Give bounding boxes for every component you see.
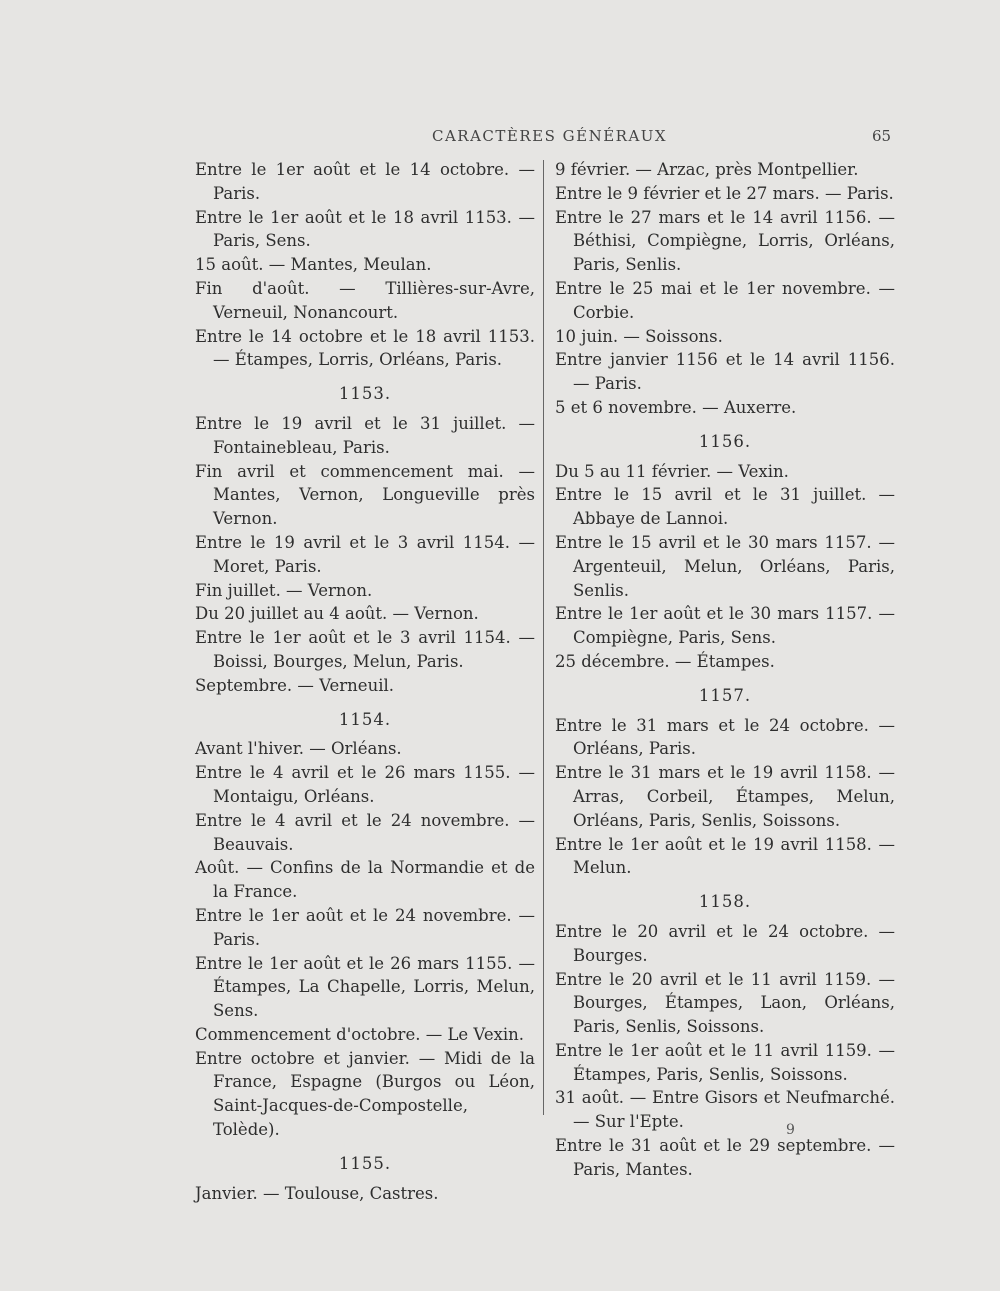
year-heading: 1154. [338,709,392,729]
year-heading: 1157. [698,685,752,705]
itinerary-entry: Septembre. — Verneuil. [195,675,394,695]
column-divider [543,160,544,1115]
itinerary-entry: Entre le 19 avril et le 31 juillet. — Fontainebleau, Paris. [195,413,535,457]
itinerary-entry: Avant l'hiver. — Orléans. [195,739,402,759]
itinerary-entry: 25 décembre. — Étampes. [555,651,775,671]
itinerary-entry: 31 août. — Entre Gisors et Neufmarché. — Sur l'Epte. [555,1088,895,1132]
itinerary-entry: Entre le 15 avril et le 31 juillet. — Abbaye de Lannoi. [555,485,895,529]
itinerary-entry: Entre le 1er août et le 14 octobre. — Paris. [195,160,535,203]
itinerary-entry: Entre le 1er août et le 26 mars 1155. — Étampes, La Chapelle, Lorris, Melun, Sens. [195,953,535,1021]
itinerary-entry: Entre le 25 mai et le 1er novembre. — Corbie. [555,278,895,322]
itinerary-entry: Août. — Confins de la Normandie et de la France. [195,858,535,902]
itinerary-entry: Entre janvier 1156 et le 14 avril 1156. — Paris. [555,350,895,394]
itinerary-entry: Fin avril et commencement mai. — Mantes, Vernon, Longueville près Vernon. [195,461,535,529]
year-heading: 1153. [338,384,392,404]
itinerary-entry: Entre le 1er août et le 24 novembre. — Paris. [195,905,535,949]
itinerary-entry: 9 février. — Arzac, près Montpellier. [555,160,859,179]
itinerary-entry: Entre le 1er août et le 19 avril 1158. — Melun. [555,834,895,878]
itinerary-entry: Entre le 27 mars et le 14 avril 1156. — Béthisi, Compiègne, Lorris, Orléans, Paris, Senlis. [555,207,895,275]
itinerary-entry: Du 5 au 11 février. — Vexin. [555,461,789,481]
itinerary-entry: Du 20 juillet au 4 août. — Vernon. [195,604,479,624]
signature-mark: 9 [786,1122,795,1138]
itinerary-entry: Entre le 19 avril et le 3 avril 1154. — Moret, Paris. [195,532,535,576]
itinerary-entry: Entre le 1er août et le 3 avril 1154. — Boissi, Bourges, Melun, Paris. [195,628,535,671]
itinerary-entry: Entre le 4 avril et le 24 novembre. — Beauvais. [195,810,535,854]
right-column [555,158,895,1182]
itinerary-entry: Entre le 1er août et le 11 avril 1159. — Étampes, Paris, Senlis, Soissons. [555,1040,895,1084]
itinerary-entry: Entre le 14 octobre et le 18 avril 1153. — Étampes, Lorris, Orléans, Paris. [195,326,535,370]
itinerary-entry: Entre le 20 avril et le 11 avril 1159. — Bourges, Étampes, Laon, Orléans, Paris, Senlis, Soissons. [555,969,895,1037]
itinerary-entry: 15 août. — Mantes, Meulan. [195,255,432,275]
year-heading: 1158. [698,892,752,912]
itinerary-entry: Commencement d'octobre. — Le Vexin. [195,1024,525,1044]
itinerary-entry: Entre le 4 avril et le 26 mars 1155. — Montaigu, Orléans. [195,763,535,806]
itinerary-entry: Entre le 15 avril et le 30 mars 1157. — Argenteuil, Melun, Orléans, Paris, Senlis. [555,532,895,600]
itinerary-entry: Entre le 1er août et le 30 mars 1157. — Compiègne, Paris, Sens. [555,604,895,648]
itinerary-entry: Fin d'août. — Tillières-sur-Avre, Verneuil, Nonancourt. [195,278,535,322]
left-column [195,158,535,1205]
page-number: 65 [872,127,892,145]
itinerary-entry: Entre octobre et janvier. — Midi de la France, Espagne (Burgos ou Léon, Saint-Jacques-de-Compostelle, Tolède). [195,1048,535,1140]
year-heading: 1156. [698,431,752,451]
itinerary-entry: Entre le 20 avril et le 24 octobre. — Bourges. [555,921,895,965]
itinerary-entry: Entre le 9 février et le 27 mars. — Paris. [555,183,894,203]
itinerary-entry: Entre le 31 mars et le 24 octobre. — Orléans, Paris. [555,715,895,759]
year-heading: 1155. [338,1153,392,1173]
itinerary-entry: Janvier. — Toulouse, Castres. [195,1183,439,1203]
itinerary-entry: Fin juillet. — Vernon. [195,580,373,600]
running-title: CARACTÈRES GÉNÉRAUX [432,127,668,145]
itinerary-entry: 10 juin. — Soissons. [555,326,723,346]
itinerary-entry: Entre le 31 août et le 29 septembre. — Paris, Mantes. [555,1136,895,1179]
itinerary-entry: Entre le 31 mars et le 19 avril 1158. — Arras, Corbeil, Étampes, Melun, Orléans, Paris, Senlis, Soissons. [555,763,895,830]
itinerary-entry: 5 et 6 novembre. — Auxerre. [555,397,797,417]
itinerary-entry: Entre le 1er août et le 18 avril 1153. — Paris, Sens. [195,207,535,251]
